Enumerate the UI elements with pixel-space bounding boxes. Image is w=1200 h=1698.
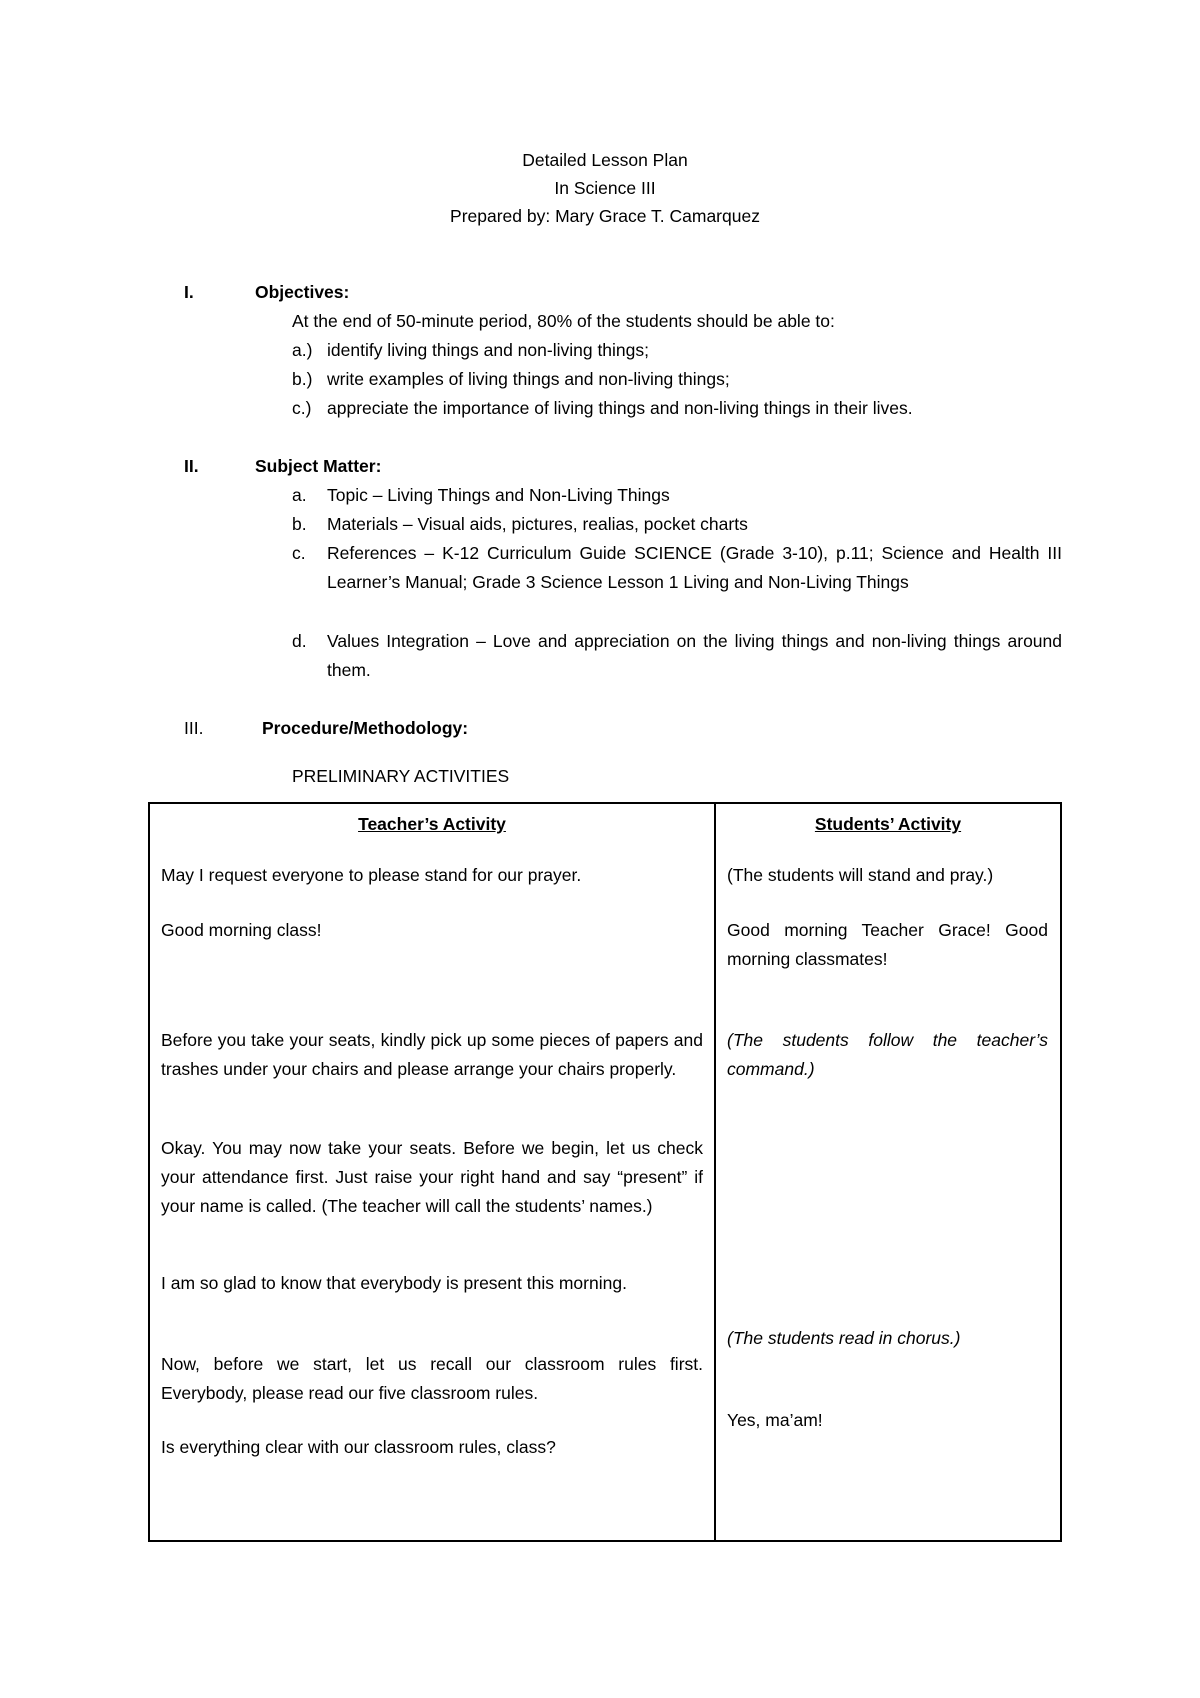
section-numeral: III. bbox=[184, 718, 204, 738]
list-item-text: Topic – Living Things and Non-Living Things bbox=[327, 485, 670, 505]
list-item-label: a. bbox=[292, 485, 307, 505]
preliminary-activities-heading: PRELIMINARY ACTIVITIES bbox=[292, 766, 510, 786]
section-numeral: I. bbox=[184, 282, 194, 302]
students-activity-header: Students’ Activity bbox=[814, 814, 962, 834]
students-line: (The students read in chorus.) bbox=[727, 1328, 961, 1348]
list-item-label: c. bbox=[292, 543, 306, 563]
teacher-line: Is everything clear with our classroom rules, class? bbox=[161, 1437, 556, 1457]
teacher-line: Now, before we start, let us recall our classroom rules first. Everybody, please read our five classroom rules. bbox=[161, 1354, 703, 1403]
document-title: Detailed Lesson Plan bbox=[522, 150, 688, 170]
teacher-line: I am so glad to know that everybody is present this morning. bbox=[161, 1273, 627, 1293]
students-line: (The students follow the teacher’s command.) bbox=[727, 1030, 1048, 1079]
teacher-line: Good morning class! bbox=[161, 920, 322, 940]
teacher-line: Before you take your seats, kindly pick up some pieces of papers and trashes under your chairs and please arrange your chairs properly. bbox=[161, 1030, 703, 1079]
section-numeral: II. bbox=[184, 456, 199, 476]
list-item-text: Materials – Visual aids, pictures, realias, pocket charts bbox=[327, 514, 748, 534]
list-item-label: b. bbox=[292, 514, 307, 534]
list-item-label: a.) bbox=[292, 340, 313, 360]
list-item-text: References – K-12 Curriculum Guide SCIENCE (Grade 3-10), p.11; Science and Health III Learner’s Manual; Grade 3 Science Lesson 1 Living and Non-Living Things bbox=[327, 543, 1062, 592]
activity-table bbox=[148, 802, 1062, 1542]
teacher-activity-header: Teacher’s Activity bbox=[358, 814, 506, 834]
section-title: Objectives: bbox=[255, 282, 350, 302]
document-header bbox=[0, 146, 1200, 230]
students-line: Good morning Teacher Grace! Good morning classmates! bbox=[727, 920, 1048, 969]
list-item-label: b.) bbox=[292, 369, 313, 389]
students-activity-column bbox=[715, 803, 1061, 1541]
list-item-label: c.) bbox=[292, 398, 312, 418]
section-title: Procedure/Methodology: bbox=[262, 718, 469, 738]
students-line: Yes, ma’am! bbox=[727, 1410, 823, 1430]
document-subject: In Science III bbox=[554, 178, 656, 198]
section-title: Subject Matter: bbox=[255, 456, 382, 476]
list-item-text: identify living things and non-living things; bbox=[327, 340, 649, 360]
objectives-intro: At the end of 50-minute period, 80% of the students should be able to: bbox=[292, 311, 835, 331]
list-item-text: write examples of living things and non-living things; bbox=[327, 369, 730, 389]
teacher-line: May I request everyone to please stand for our prayer. bbox=[161, 865, 582, 885]
students-line: (The students will stand and pray.) bbox=[727, 865, 994, 885]
teacher-activity-column bbox=[149, 803, 715, 1541]
list-item-label: d. bbox=[292, 631, 307, 651]
list-item-text: appreciate the importance of living things and non-living things in their lives. bbox=[327, 398, 913, 418]
list-item-text: Values Integration – Love and appreciation on the living things and non-living things around them. bbox=[327, 631, 1062, 680]
document-author: Prepared by: Mary Grace T. Camarquez bbox=[450, 206, 760, 226]
teacher-line: Okay. You may now take your seats. Before we begin, let us check your attendance first. Just raise your right hand and say “present” if your name is called. (The teacher will call the students’ names.) bbox=[161, 1138, 703, 1216]
